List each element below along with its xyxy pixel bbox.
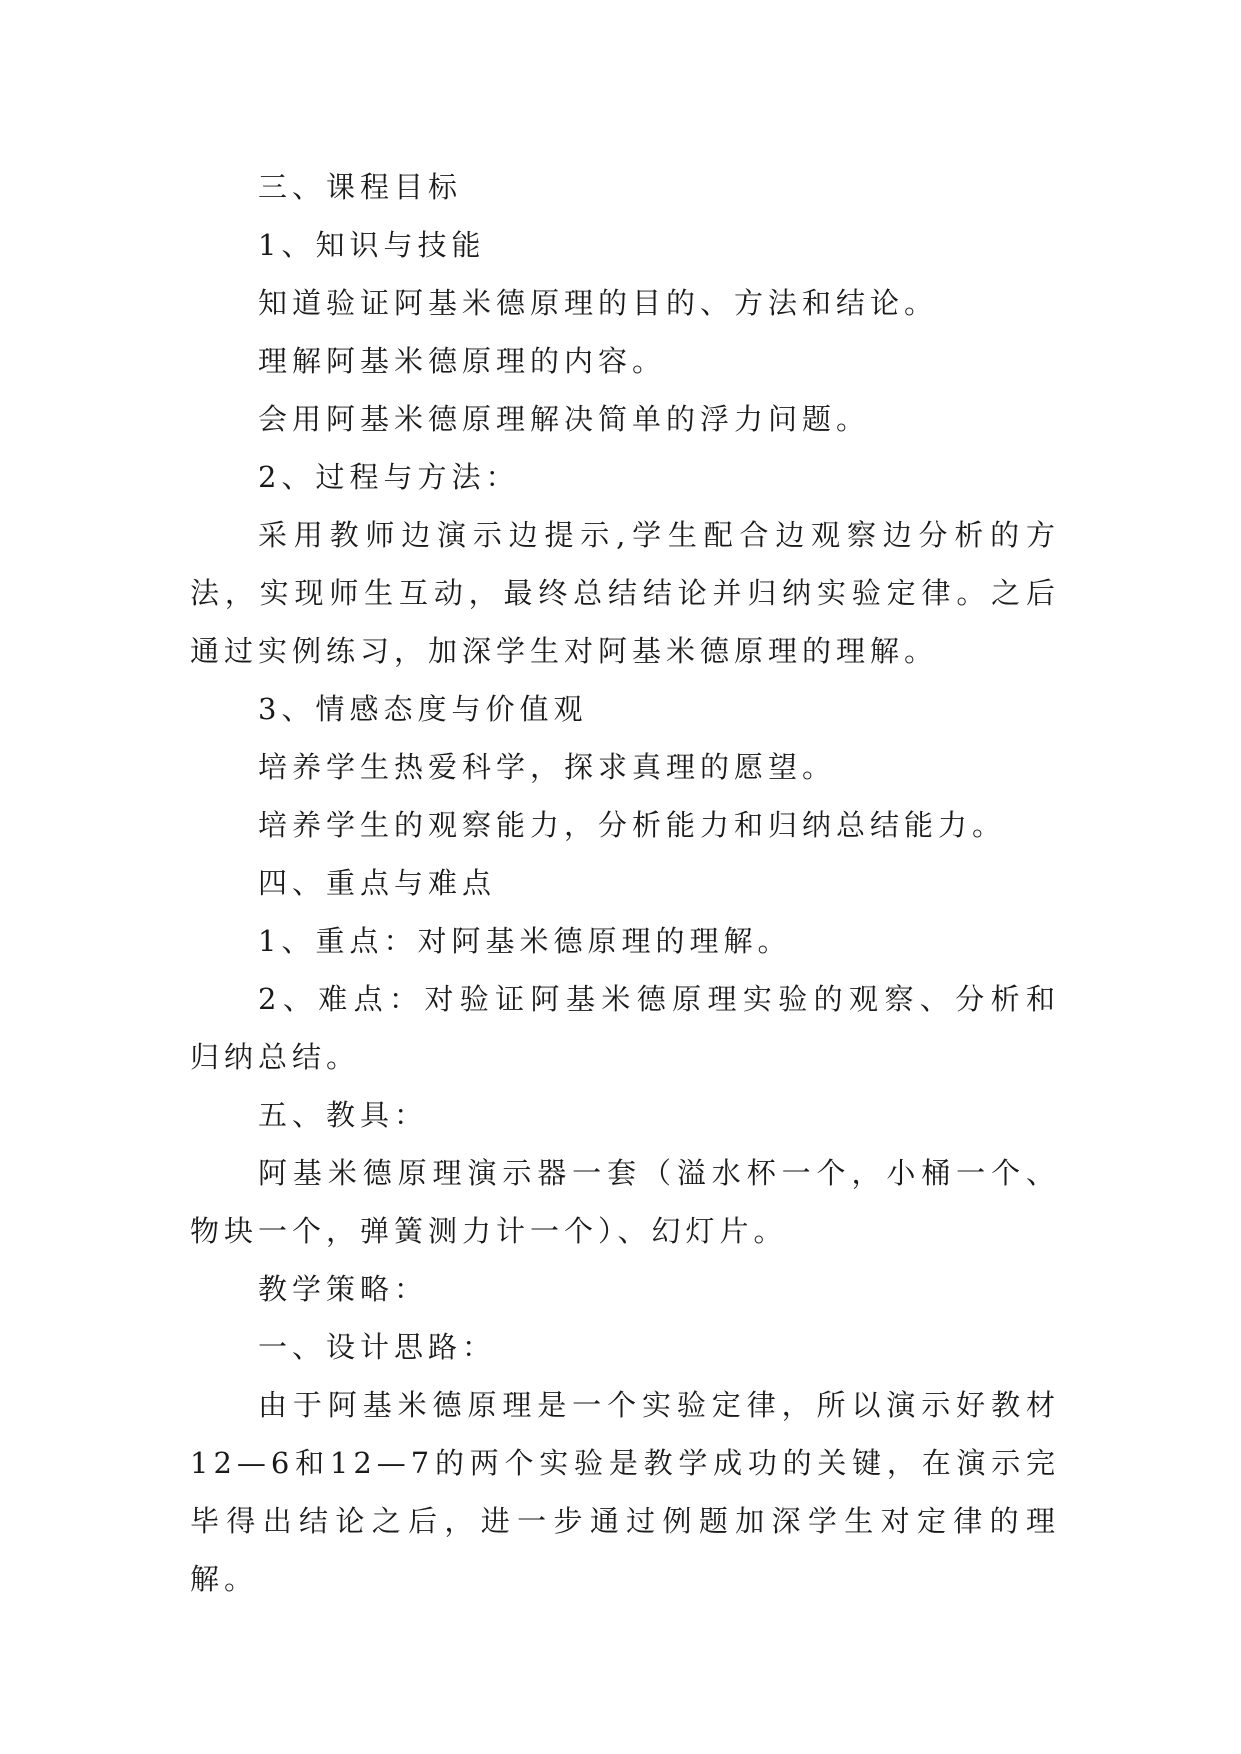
subheading-knowledge-skills: 1、知识与技能 [258, 228, 486, 262]
paragraph: 培养学生的观察能力，分析能力和归纳总结能力。 [258, 808, 1007, 842]
subheading-emotion-values: 3、情感态度与价值观 [258, 692, 588, 726]
paragraph: 理解阿基米德原理的内容。 [258, 344, 667, 378]
paragraph: 知道验证阿基米德原理的目的、方法和结论。 [258, 286, 939, 320]
subheading-process-methods: 2、过程与方法： [258, 460, 520, 494]
paragraph: 1、重点：对阿基米德原理的理解。 [258, 924, 792, 958]
section-heading-teaching-aids: 五、教具： [258, 1098, 429, 1132]
paragraph: 2、难点：对验证阿基米德原理实验的观察、分析和归纳总结。 [190, 982, 1060, 1074]
paragraph: 阿基米德原理演示器一套（溢水杯一个，小桶一个、物块一个，弹簧测力计一个）、幻灯片。 [190, 1156, 1060, 1248]
section-heading-teaching-strategy: 教学策略： [258, 1272, 429, 1306]
paragraph: 会用阿基米德原理解决简单的浮力问题。 [258, 402, 871, 436]
document-body [190, 158, 1060, 1608]
section-heading-course-goals: 三、课程目标 [258, 170, 463, 204]
subheading-design-idea: 一、设计思路： [258, 1330, 497, 1364]
paragraph: 由于阿基米德原理是一个实验定律，所以演示好教材12—6和12—7的两个实验是教学成功的关键，在演示完毕得出结论之后，进一步通过例题加深学生对定律的理解。 [190, 1388, 1060, 1596]
section-heading-key-points: 四、重点与难点 [258, 866, 497, 900]
paragraph: 培养学生热爱科学，探求真理的愿望。 [258, 750, 837, 784]
paragraph: 采用教师边演示边提示,学生配合边观察边分析的方法，实现师生互动，最终总结结论并归纳实验定律。之后通过实例练习，加深学生对阿基米德原理的理解。 [190, 518, 1060, 668]
